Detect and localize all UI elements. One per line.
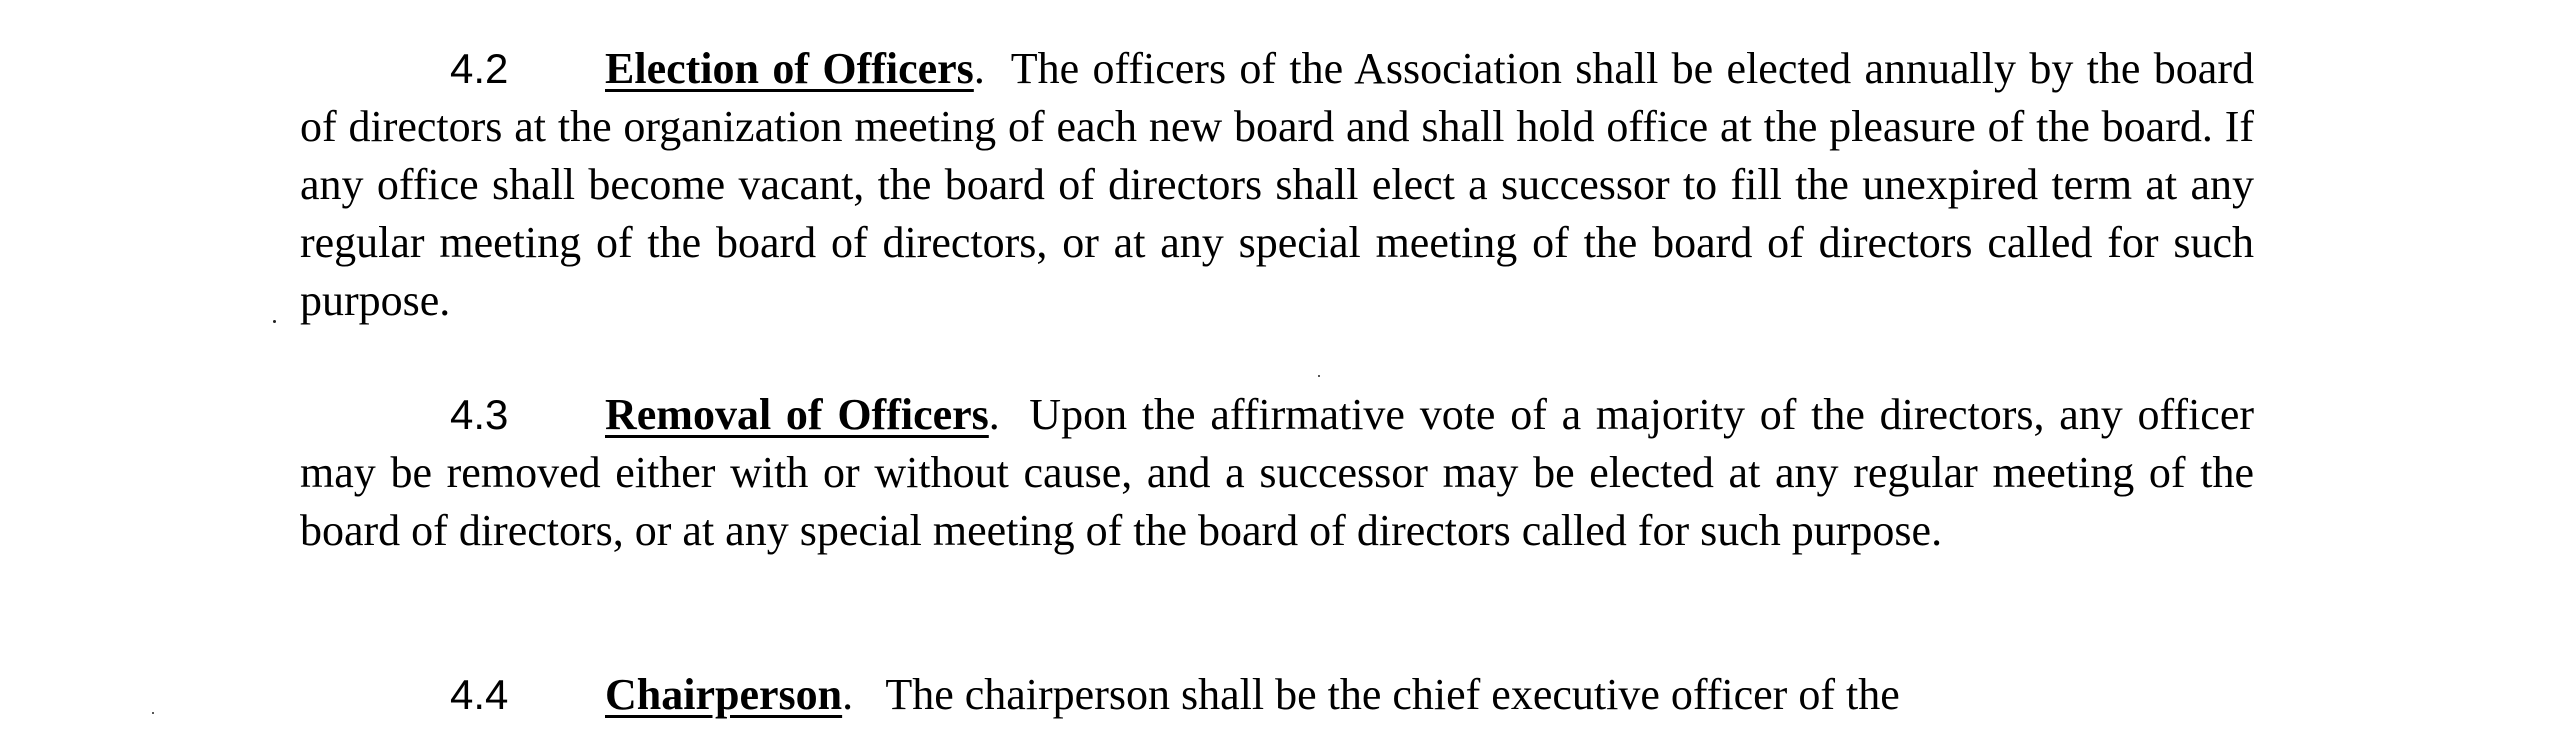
scan-speck [152, 712, 154, 714]
section-4-2 [300, 40, 2254, 330]
section-body: The officers of the Association shall be elected annually by the board of directors at the organization meeting of each new board and shall hold office at the pleasure of the board. If any office shall become vacant, the board of directors shall elect a successor to fill the unexpired term at any regular meeting of the board of directors, or at any special meeting of the board of directors called for such purpose. [300, 44, 2254, 325]
scan-speck [273, 320, 276, 323]
section-body: The chairperson shall be the chief executive officer of the [885, 670, 1900, 719]
heading-punctuation: . [973, 44, 985, 93]
section-number: 4.4 [450, 671, 509, 718]
heading-punctuation: . [842, 670, 854, 719]
section-heading: Removal of Officers [605, 390, 989, 439]
section-4-3 [300, 386, 2254, 560]
section-heading: Chairperson [605, 670, 843, 719]
heading-punctuation: . [988, 390, 1000, 439]
section-4-4 [300, 666, 2254, 724]
section-heading: Election of Officers [605, 44, 974, 93]
section-body: Upon the affirmative vote of a majority of the directors, any officer may be removed either with or without cause, and a successor may be elected at any regular meeting of the board of directors, or at any special meeting of the board of directors called for such purpose. [300, 390, 2254, 555]
scan-speck [1318, 375, 1320, 377]
section-number: 4.3 [450, 391, 509, 438]
section-number: 4.2 [450, 45, 509, 92]
